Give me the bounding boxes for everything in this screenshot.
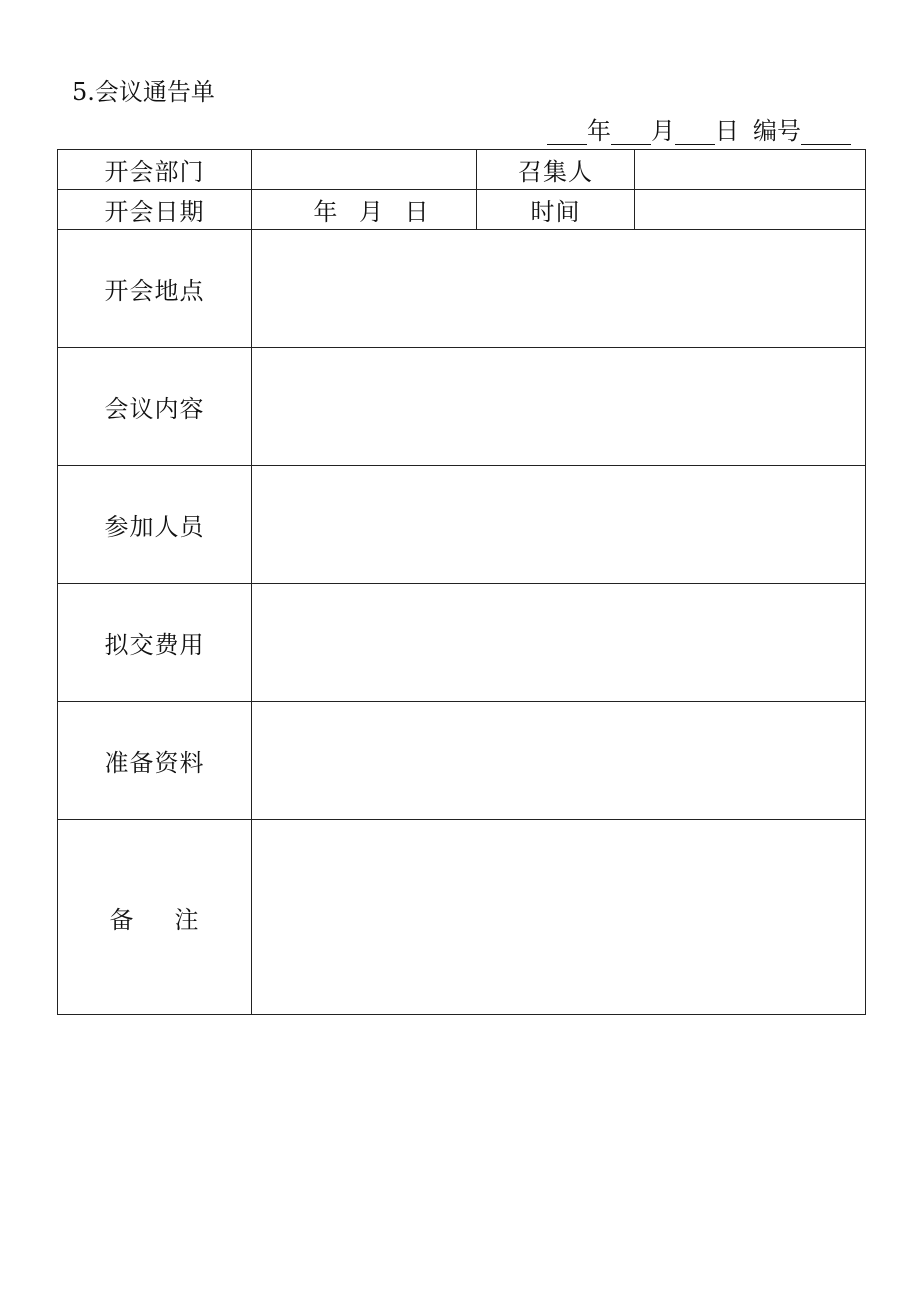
date-number-line — [547, 115, 851, 147]
materials-label: 准备资料 — [58, 702, 252, 820]
content-label: 会议内容 — [58, 348, 252, 466]
page-title: 5.会议通告单 — [72, 78, 215, 106]
date-label: 开会日期 — [58, 190, 252, 230]
attendees-field[interactable] — [252, 466, 866, 584]
remarks-label-char-1: 备 — [109, 905, 135, 934]
month-blank[interactable] — [611, 118, 651, 145]
form-row-fee — [58, 584, 866, 702]
year-blank[interactable] — [547, 118, 587, 145]
dept-field[interactable] — [252, 150, 477, 190]
fee-label: 拟交费用 — [58, 584, 252, 702]
time-field[interactable] — [635, 190, 866, 230]
remarks-label-char-2: 注 — [174, 905, 200, 934]
remarks-label — [58, 820, 252, 1015]
location-field[interactable] — [252, 230, 866, 348]
materials-field[interactable] — [252, 702, 866, 820]
location-label: 开会地点 — [58, 230, 252, 348]
form-row-content — [58, 348, 866, 466]
form-row-department — [58, 150, 866, 190]
date-month-label: 月 — [359, 198, 383, 226]
form-row-date — [58, 190, 866, 230]
convener-field[interactable] — [635, 150, 866, 190]
date-field[interactable] — [252, 190, 477, 230]
form-row-location — [58, 230, 866, 348]
number-blank[interactable] — [801, 118, 851, 145]
number-label: 编号 — [753, 117, 801, 145]
date-year-label: 年 — [313, 198, 338, 226]
time-label: 时间 — [477, 190, 635, 230]
content-field[interactable] — [252, 348, 866, 466]
convener-label: 召集人 — [477, 150, 635, 190]
form-row-attendees — [58, 466, 866, 584]
year-label: 年 — [587, 117, 611, 145]
day-label: 日 — [715, 117, 739, 145]
form-row-remarks — [58, 820, 866, 1015]
dept-label: 开会部门 — [58, 150, 252, 190]
remarks-field[interactable] — [252, 820, 866, 1015]
day-blank[interactable] — [675, 118, 715, 145]
fee-field[interactable] — [252, 584, 866, 702]
attendees-label: 参加人员 — [58, 466, 252, 584]
month-label: 月 — [651, 117, 675, 145]
form-row-materials — [58, 702, 866, 820]
date-day-label: 日 — [404, 198, 429, 226]
meeting-notice-form — [57, 149, 866, 1015]
